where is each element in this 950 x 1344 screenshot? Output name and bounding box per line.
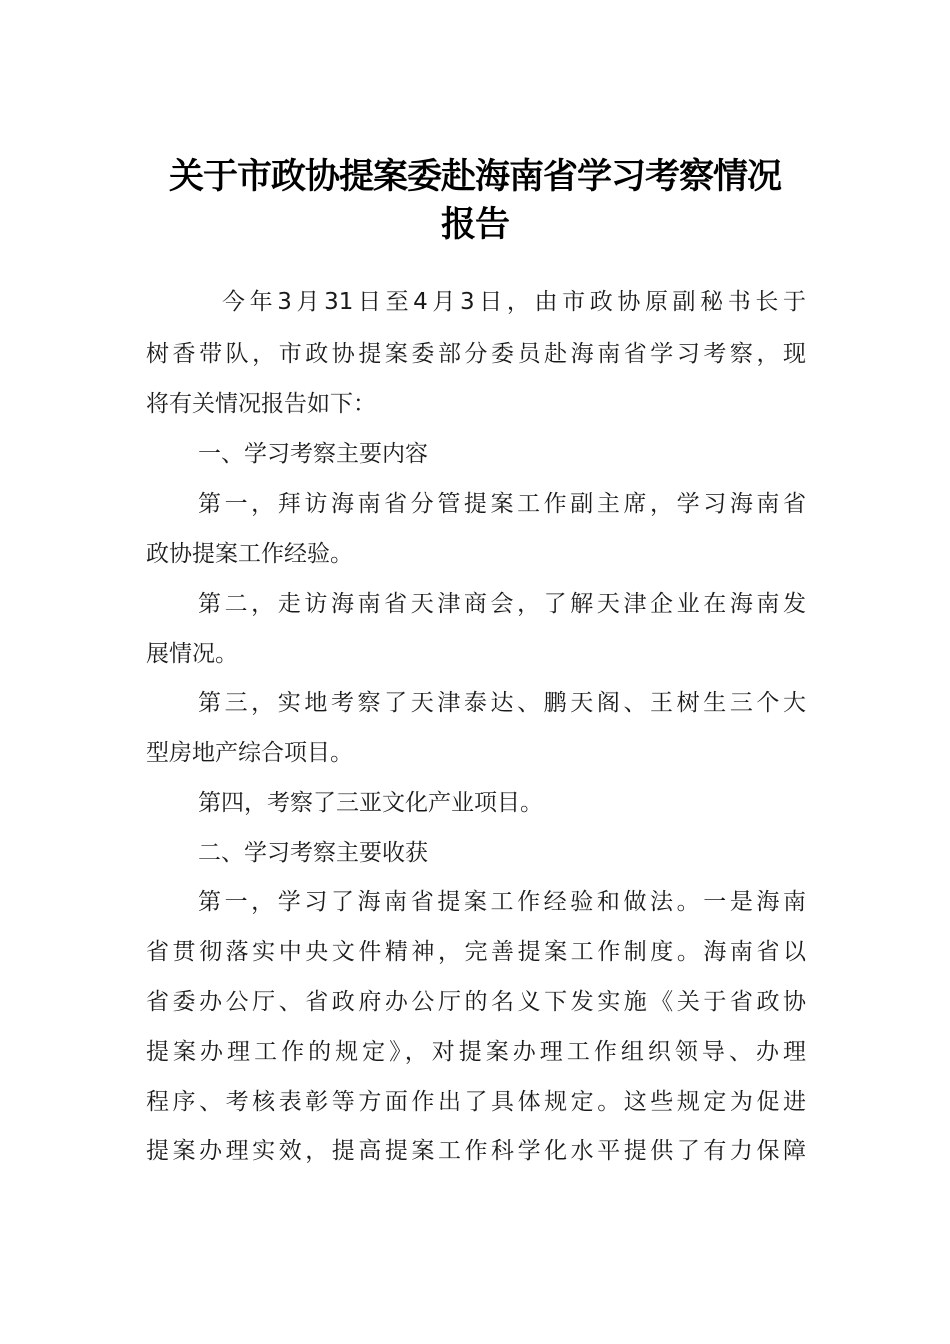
document-title-line-2: 报告	[440, 204, 509, 245]
paragraph-line: 树香带队，市政协提案委部分委员赴海南省学习考察，现	[146, 341, 806, 367]
paragraph-line: 型房地产综合项目。	[146, 740, 353, 766]
paragraph-line: 提案办理工作的规定》，对提案办理工作组织领导、办理	[146, 1039, 806, 1065]
paragraph-line: 第一，拜访海南省分管提案工作副主席，学习海南省	[198, 491, 806, 517]
paragraph-line: 提案办理实效，提高提案工作科学化水平提供了有力保障	[146, 1138, 806, 1164]
paragraph-line: 程序、考核表彰等方面作出了具体规定。这些规定为促进	[146, 1089, 806, 1115]
paragraph-line: 第四，考察了三亚文化产业项目。	[198, 790, 543, 816]
paragraph-line: 政协提案工作经验。	[146, 541, 353, 567]
paragraph-line: 展情况。	[146, 641, 238, 667]
section-heading: 一、学习考察主要内容	[198, 441, 428, 467]
section-heading: 二、学习考察主要收获	[198, 840, 428, 866]
paragraph-line: 第二，走访海南省天津商会，了解天津企业在海南发	[198, 591, 806, 617]
paragraph-line: 第一，学习了海南省提案工作经验和做法。一是海南	[198, 889, 806, 915]
document-title-line-1: 关于市政协提案委赴海南省学习考察情况	[168, 156, 781, 197]
paragraph-line: 将有关情况报告如下：	[146, 391, 376, 417]
paragraph-line: 省委办公厅、省政府办公厅的名义下发实施《关于省政协	[146, 989, 806, 1015]
paragraph-line: 省贯彻落实中央文件精神，完善提案工作制度。海南省以	[146, 939, 806, 965]
paragraph-line: 今年3月31日至4月3日，由市政协原副秘书长于	[222, 289, 806, 315]
paragraph-line: 第三，实地考察了天津泰达、鹏天阁、王树生三个大	[198, 690, 806, 716]
